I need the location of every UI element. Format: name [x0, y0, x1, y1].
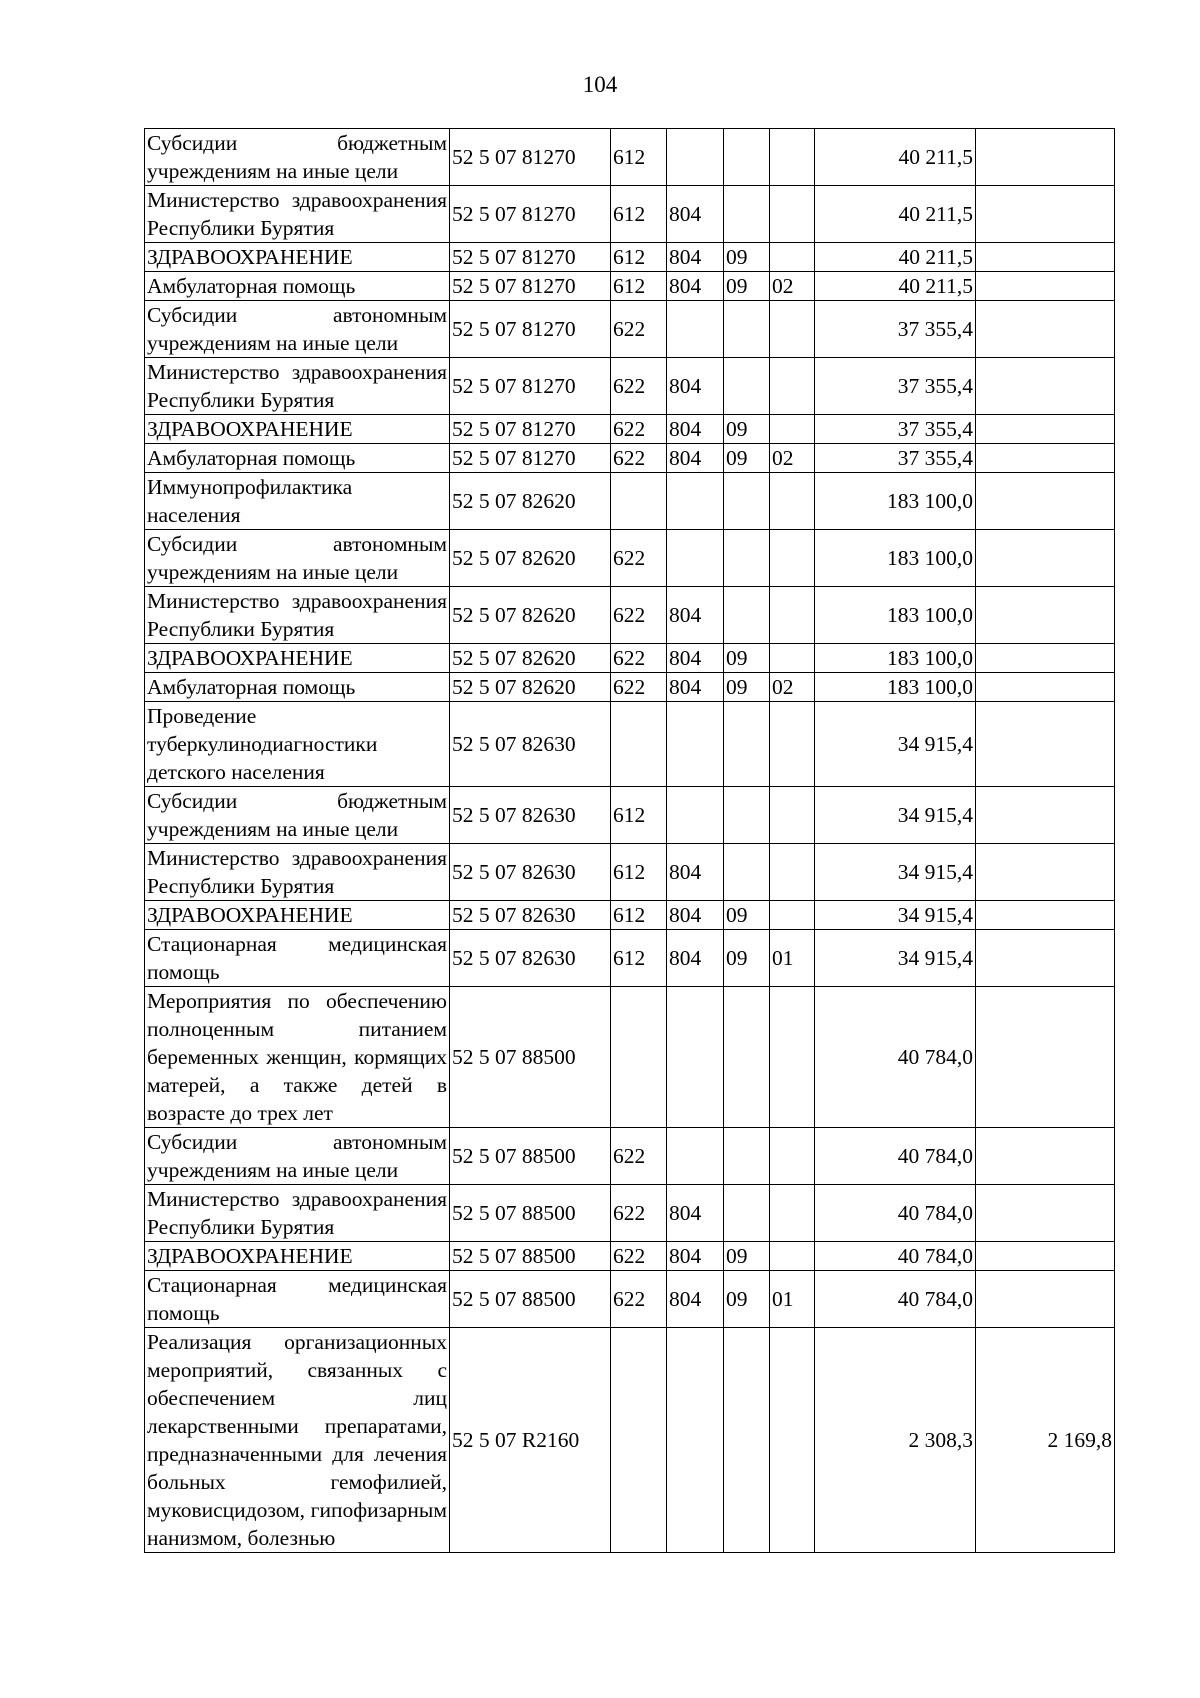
department-cell: 804: [667, 1185, 724, 1242]
table-row: [145, 415, 1115, 444]
subsection-cell: 02: [770, 673, 815, 702]
item-name-cell: ЗДРАВООХРАНЕНИЕ: [145, 901, 450, 930]
item-name-cell: Амбулаторная помощь: [145, 673, 450, 702]
expense-type-cell: 612: [611, 844, 667, 901]
amount-secondary-cell: [976, 530, 1115, 587]
item-name-cell: Министерство здравоохранения Республики Бурятия: [145, 844, 450, 901]
expense-type-cell: 622: [611, 1185, 667, 1242]
department-cell: [667, 702, 724, 787]
subsection-cell: [770, 473, 815, 530]
table-row: [145, 186, 1115, 243]
target-code-cell: 52 5 07 82620: [450, 530, 611, 587]
subsection-cell: [770, 702, 815, 787]
table-row: [145, 844, 1115, 901]
amount-secondary-cell: [976, 272, 1115, 301]
amount-secondary-cell: [976, 901, 1115, 930]
amount-cell: 37 355,4: [815, 444, 976, 473]
expense-type-cell: 612: [611, 243, 667, 272]
subsection-cell: 01: [770, 930, 815, 987]
target-code-cell: 52 5 07 81270: [450, 186, 611, 243]
target-code-cell: 52 5 07 81270: [450, 272, 611, 301]
section-cell: 09: [724, 901, 770, 930]
subsection-cell: [770, 644, 815, 673]
department-cell: 804: [667, 1271, 724, 1328]
item-name-cell: ЗДРАВООХРАНЕНИЕ: [145, 243, 450, 272]
department-cell: 804: [667, 901, 724, 930]
amount-cell: 40 211,5: [815, 186, 976, 243]
expense-type-cell: 622: [611, 415, 667, 444]
target-code-cell: 52 5 07 82620: [450, 473, 611, 530]
amount-secondary-cell: [976, 844, 1115, 901]
item-name-cell: Субсидии автономным учреждениям на иные цели: [145, 530, 450, 587]
item-name-cell: Субсидии бюджетным учреждениям на иные цели: [145, 129, 450, 186]
table-row: [145, 1128, 1115, 1185]
section-cell: 09: [724, 673, 770, 702]
target-code-cell: 52 5 07 R2160: [450, 1328, 611, 1553]
expense-type-cell: 622: [611, 587, 667, 644]
item-name-cell: Министерство здравоохранения Республики Бурятия: [145, 358, 450, 415]
department-cell: [667, 987, 724, 1128]
target-code-cell: 52 5 07 82620: [450, 644, 611, 673]
table-row: [145, 243, 1115, 272]
item-name-cell: Министерство здравоохранения Республики Бурятия: [145, 1185, 450, 1242]
amount-secondary-cell: [976, 473, 1115, 530]
department-cell: [667, 473, 724, 530]
subsection-cell: [770, 129, 815, 186]
amount-secondary-cell: [976, 243, 1115, 272]
section-cell: 09: [724, 1271, 770, 1328]
subsection-cell: [770, 1242, 815, 1271]
item-name-cell: Министерство здравоохранения Республики Бурятия: [145, 587, 450, 644]
department-cell: 804: [667, 1242, 724, 1271]
table-row: [145, 702, 1115, 787]
table-row: [145, 272, 1115, 301]
table-row: [145, 987, 1115, 1128]
subsection-cell: [770, 587, 815, 644]
department-cell: [667, 301, 724, 358]
section-cell: [724, 1185, 770, 1242]
amount-cell: 34 915,4: [815, 901, 976, 930]
section-cell: [724, 702, 770, 787]
subsection-cell: [770, 1128, 815, 1185]
target-code-cell: 52 5 07 82620: [450, 587, 611, 644]
section-cell: [724, 473, 770, 530]
item-name-cell: Мероприятия по обеспечению полноценным питанием беременных женщин, кормящих матерей, а также детей в возрасте до трех лет: [145, 987, 450, 1128]
department-cell: 804: [667, 844, 724, 901]
table-row: [145, 1185, 1115, 1242]
amount-secondary-cell: [976, 644, 1115, 673]
section-cell: 09: [724, 415, 770, 444]
item-name-cell: Проведение туберкулинодиагностики детского населения: [145, 702, 450, 787]
section-cell: [724, 358, 770, 415]
subsection-cell: [770, 358, 815, 415]
subsection-cell: [770, 301, 815, 358]
expense-type-cell: 622: [611, 1128, 667, 1185]
expense-type-cell: 612: [611, 901, 667, 930]
amount-cell: 37 355,4: [815, 358, 976, 415]
department-cell: 804: [667, 444, 724, 473]
target-code-cell: 52 5 07 82630: [450, 702, 611, 787]
department-cell: 804: [667, 243, 724, 272]
target-code-cell: 52 5 07 81270: [450, 358, 611, 415]
table-row: [145, 444, 1115, 473]
item-name-cell: Субсидии автономным учреждениям на иные цели: [145, 301, 450, 358]
subsection-cell: [770, 243, 815, 272]
amount-cell: 40 211,5: [815, 243, 976, 272]
amount-cell: 37 355,4: [815, 415, 976, 444]
department-cell: 804: [667, 930, 724, 987]
item-name-cell: Амбулаторная помощь: [145, 444, 450, 473]
target-code-cell: 52 5 07 81270: [450, 129, 611, 186]
item-name-cell: ЗДРАВООХРАНЕНИЕ: [145, 1242, 450, 1271]
amount-cell: 183 100,0: [815, 473, 976, 530]
table-row: [145, 644, 1115, 673]
section-cell: 09: [724, 272, 770, 301]
table-row: [145, 1328, 1115, 1553]
section-cell: 09: [724, 444, 770, 473]
section-cell: [724, 1328, 770, 1553]
section-cell: [724, 1128, 770, 1185]
subsection-cell: 02: [770, 272, 815, 301]
amount-secondary-cell: [976, 358, 1115, 415]
expense-type-cell: 612: [611, 129, 667, 186]
item-name-cell: Иммунопрофилактика населения: [145, 473, 450, 530]
section-cell: [724, 530, 770, 587]
section-cell: 09: [724, 243, 770, 272]
amount-cell: 40 784,0: [815, 1185, 976, 1242]
expense-type-cell: [611, 702, 667, 787]
amount-cell: 40 784,0: [815, 1128, 976, 1185]
subsection-cell: 01: [770, 1271, 815, 1328]
amount-cell: 40 211,5: [815, 129, 976, 186]
amount-cell: 40 784,0: [815, 987, 976, 1128]
amount-secondary-cell: [976, 1128, 1115, 1185]
expense-type-cell: 622: [611, 1271, 667, 1328]
amount-secondary-cell: [976, 444, 1115, 473]
item-name-cell: Стационарная медицинская помощь: [145, 1271, 450, 1328]
amount-cell: 183 100,0: [815, 587, 976, 644]
amount-secondary-cell: [976, 129, 1115, 186]
amount-cell: 34 915,4: [815, 787, 976, 844]
amount-secondary-cell: [976, 1271, 1115, 1328]
expense-type-cell: 622: [611, 1242, 667, 1271]
target-code-cell: 52 5 07 81270: [450, 301, 611, 358]
target-code-cell: 52 5 07 82630: [450, 787, 611, 844]
expense-type-cell: [611, 1328, 667, 1553]
department-cell: [667, 129, 724, 186]
subsection-cell: [770, 530, 815, 587]
subsection-cell: 02: [770, 444, 815, 473]
item-name-cell: Субсидии бюджетным учреждениям на иные цели: [145, 787, 450, 844]
subsection-cell: [770, 1328, 815, 1553]
item-name-cell: Министерство здравоохранения Республики Бурятия: [145, 186, 450, 243]
amount-secondary-cell: [976, 415, 1115, 444]
table-row: [145, 901, 1115, 930]
table-row: [145, 587, 1115, 644]
amount-cell: 40 211,5: [815, 272, 976, 301]
amount-secondary-cell: [976, 702, 1115, 787]
section-cell: [724, 787, 770, 844]
page-number: 104: [582, 72, 618, 97]
section-cell: [724, 987, 770, 1128]
section-cell: [724, 844, 770, 901]
expense-type-cell: 622: [611, 444, 667, 473]
amount-secondary-cell: [976, 787, 1115, 844]
expense-type-cell: [611, 473, 667, 530]
department-cell: [667, 787, 724, 844]
amount-cell: 183 100,0: [815, 673, 976, 702]
table-row: [145, 530, 1115, 587]
section-cell: [724, 186, 770, 243]
table-row: [145, 358, 1115, 415]
subsection-cell: [770, 415, 815, 444]
section-cell: [724, 301, 770, 358]
table-row: [145, 129, 1115, 186]
department-cell: [667, 1128, 724, 1185]
department-cell: [667, 530, 724, 587]
table-row: [145, 673, 1115, 702]
target-code-cell: 52 5 07 82620: [450, 673, 611, 702]
expense-type-cell: 622: [611, 301, 667, 358]
expense-type-cell: 612: [611, 930, 667, 987]
item-name-cell: ЗДРАВООХРАНЕНИЕ: [145, 415, 450, 444]
target-code-cell: 52 5 07 82630: [450, 901, 611, 930]
expense-type-cell: 622: [611, 673, 667, 702]
amount-secondary-cell: [976, 930, 1115, 987]
amount-cell: 183 100,0: [815, 644, 976, 673]
target-code-cell: 52 5 07 88500: [450, 1242, 611, 1271]
expense-type-cell: 622: [611, 358, 667, 415]
subsection-cell: [770, 987, 815, 1128]
department-cell: 804: [667, 644, 724, 673]
target-code-cell: 52 5 07 81270: [450, 415, 611, 444]
department-cell: [667, 1328, 724, 1553]
department-cell: 804: [667, 272, 724, 301]
section-cell: 09: [724, 644, 770, 673]
amount-secondary-cell: [976, 186, 1115, 243]
expense-type-cell: 612: [611, 272, 667, 301]
table-row: [145, 930, 1115, 987]
amount-secondary-cell: [976, 1185, 1115, 1242]
section-cell: 09: [724, 930, 770, 987]
target-code-cell: 52 5 07 88500: [450, 987, 611, 1128]
amount-cell: 37 355,4: [815, 301, 976, 358]
amount-cell: 34 915,4: [815, 844, 976, 901]
table-row: [145, 301, 1115, 358]
subsection-cell: [770, 1185, 815, 1242]
amount-cell: 183 100,0: [815, 530, 976, 587]
target-code-cell: 52 5 07 81270: [450, 444, 611, 473]
table-row: [145, 787, 1115, 844]
amount-secondary-cell: [976, 301, 1115, 358]
amount-cell: 34 915,4: [815, 930, 976, 987]
target-code-cell: 52 5 07 82630: [450, 844, 611, 901]
department-cell: 804: [667, 415, 724, 444]
item-name-cell: Субсидии автономным учреждениям на иные цели: [145, 1128, 450, 1185]
target-code-cell: 52 5 07 82630: [450, 930, 611, 987]
amount-cell: 34 915,4: [815, 702, 976, 787]
department-cell: 804: [667, 673, 724, 702]
subsection-cell: [770, 787, 815, 844]
section-cell: [724, 587, 770, 644]
target-code-cell: 52 5 07 88500: [450, 1271, 611, 1328]
budget-table: [144, 128, 1115, 1553]
target-code-cell: 52 5 07 88500: [450, 1128, 611, 1185]
department-cell: 804: [667, 186, 724, 243]
item-name-cell: Реализация организационных мероприятий, связанных с обеспечением лиц лекарственными препаратами, предназначенными для лечения больных гемофилией, муковисцидозом, гипофизарным нанизмом, болезнью: [145, 1328, 450, 1553]
amount-secondary-cell: 2 169,8: [976, 1328, 1115, 1553]
item-name-cell: Стационарная медицинская помощь: [145, 930, 450, 987]
amount-cell: 40 784,0: [815, 1271, 976, 1328]
amount-secondary-cell: [976, 1242, 1115, 1271]
amount-secondary-cell: [976, 673, 1115, 702]
department-cell: 804: [667, 587, 724, 644]
target-code-cell: 52 5 07 88500: [450, 1185, 611, 1242]
amount-cell: 40 784,0: [815, 1242, 976, 1271]
amount-cell: 2 308,3: [815, 1328, 976, 1553]
department-cell: 804: [667, 358, 724, 415]
section-cell: 09: [724, 1242, 770, 1271]
target-code-cell: 52 5 07 81270: [450, 243, 611, 272]
section-cell: [724, 129, 770, 186]
table-body: [145, 129, 1115, 1553]
amount-secondary-cell: [976, 987, 1115, 1128]
item-name-cell: Амбулаторная помощь: [145, 272, 450, 301]
subsection-cell: [770, 186, 815, 243]
table-row: [145, 1271, 1115, 1328]
expense-type-cell: 612: [611, 186, 667, 243]
amount-secondary-cell: [976, 587, 1115, 644]
item-name-cell: ЗДРАВООХРАНЕНИЕ: [145, 644, 450, 673]
expense-type-cell: 622: [611, 644, 667, 673]
subsection-cell: [770, 844, 815, 901]
expense-type-cell: 612: [611, 787, 667, 844]
subsection-cell: [770, 901, 815, 930]
table-row: [145, 1242, 1115, 1271]
expense-type-cell: [611, 987, 667, 1128]
expense-type-cell: 622: [611, 530, 667, 587]
table-row: [145, 473, 1115, 530]
